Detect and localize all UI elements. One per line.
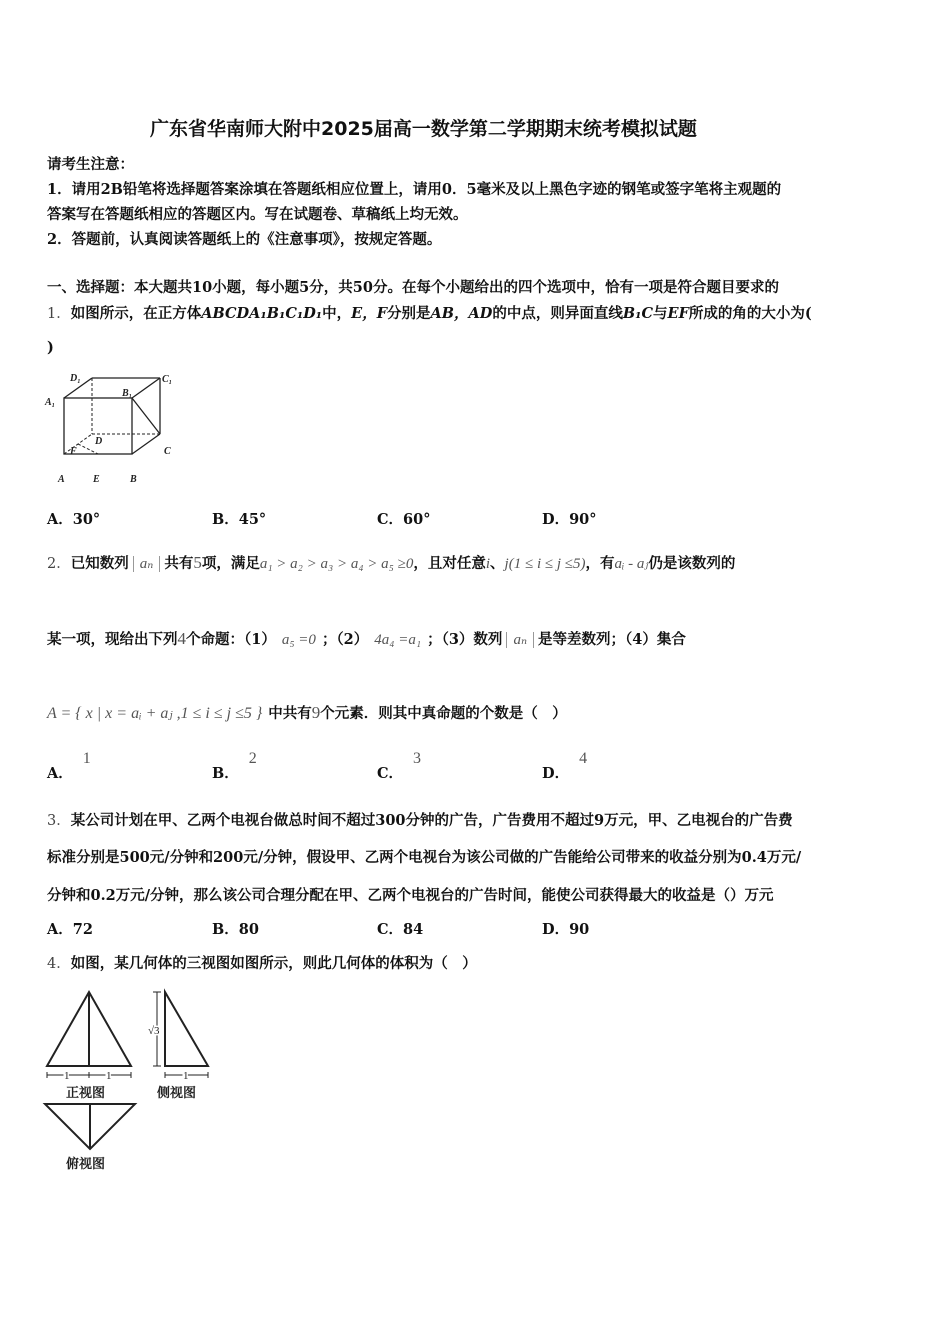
question-2-line-2 — [47, 628, 686, 649]
q2-nine: 9 — [311, 703, 321, 722]
page-title: 广东省华南师大附中2025届高一数学第二学期期末统考模拟试题 — [150, 118, 697, 140]
q2-option-d-label: D． — [542, 765, 570, 782]
q2-j: j(1 ≤ i ≤ j ≤5) — [504, 556, 586, 572]
q2-diff: aᵢ - aⱼ — [614, 556, 649, 572]
q1-close-paren: ) — [47, 339, 54, 356]
q2-four: 4 — [177, 629, 186, 648]
q2-option-b-label: B． — [212, 765, 239, 782]
q1-text-b: 中， — [322, 305, 352, 322]
q1-ef2: EF — [667, 305, 689, 322]
q1-option-b[interactable]: B．45° — [212, 511, 267, 528]
q2-option-c[interactable] — [377, 750, 421, 783]
label-a1: A₁ — [45, 397, 56, 408]
q2-option-a-value: 1 — [82, 750, 91, 767]
q2-t3: 项，满足 — [201, 555, 260, 572]
question-number: 1． — [47, 306, 71, 322]
question-4-stem — [47, 952, 477, 973]
q3-option-b[interactable]: B．80 — [212, 921, 259, 938]
notice-heading: 请考生注意： — [47, 156, 134, 173]
q2-option-c-value: 3 — [413, 750, 422, 767]
top-view-label: 俯视图 — [66, 1157, 106, 1172]
q4-text: 如图，某几何体的三视图如图所示，则此几何体的体积为（ ） — [70, 955, 477, 972]
question-2-line-3 — [47, 702, 567, 723]
q2-option-d-value: 4 — [579, 750, 588, 767]
dim-side-bottom: 1 — [183, 1070, 189, 1082]
q2-seq: aₙ — [133, 556, 161, 572]
q2-t5: 、 — [490, 555, 505, 572]
q1-text-a: 如图所示，在正方体 — [70, 305, 202, 322]
label-b: B — [130, 474, 137, 485]
q2-t2: 共有 — [164, 555, 194, 572]
q2-option-b-value: 2 — [248, 750, 257, 767]
front-view-label: 正视图 — [66, 1086, 106, 1101]
label-b1: B₁ — [122, 388, 133, 399]
q2-condition: a₁ > a₂ > a₃ > a₄ > a₅ ≥0 — [259, 556, 414, 572]
q1-text-c: 分别是 — [387, 305, 431, 322]
q3-option-d[interactable]: D．90 — [542, 921, 590, 938]
side-view-label: 侧视图 — [157, 1086, 197, 1101]
q1-abad: AB，AD — [430, 305, 493, 322]
label-e: E — [93, 474, 100, 485]
q1-text-e: 与 — [653, 305, 668, 322]
q3-option-a[interactable]: A．72 — [47, 921, 93, 938]
q2-l2e: 是等差数列；（4）集合 — [538, 631, 686, 648]
question-number: 2． — [47, 556, 71, 572]
label-d: D — [95, 436, 103, 447]
question-3-line-1 — [47, 809, 793, 830]
question-2-line-1 — [47, 552, 735, 573]
q2-set-a: A = { x | x = aᵢ + aⱼ ,1 ≤ i ≤ j ≤5 } — [47, 705, 263, 722]
q2-l2b: 个命题：（1） — [186, 631, 276, 648]
q2-option-c-label: C． — [377, 765, 404, 782]
label-d1: D₁ — [70, 373, 81, 384]
label-a: A — [58, 474, 65, 485]
dim-side-height: √3 — [148, 1025, 160, 1037]
notice-line-1a: 1．请用2B铅笔将选择题答案涂填在答题纸相应位置上，请用0．5毫米及以上黑色字迹的钢笔或签字笔将主观题的 — [47, 181, 782, 198]
q1-option-c[interactable]: C．60° — [377, 511, 431, 528]
dim-front-left: 1 — [64, 1070, 70, 1082]
q2-t4: ，且对任意 — [413, 555, 486, 572]
label-c: C — [164, 446, 171, 457]
question-1-stem — [47, 302, 812, 323]
q2-i: i — [485, 556, 491, 572]
q2-option-a-label: A． — [47, 765, 73, 782]
notice-line-2: 2．答题前，认真阅读答题纸上的《注意事项》，按规定答题。 — [47, 231, 442, 248]
q2-l3b: 个元素．则其中真命题的个数是（ ） — [320, 705, 567, 722]
q2-l2d: ；（3）数列 — [427, 631, 503, 648]
q2-option-a[interactable] — [47, 750, 91, 783]
q2-t7: 仍是该数列的 — [648, 555, 736, 572]
question-number: 4． — [47, 956, 71, 972]
q2-seq-2: aₙ — [506, 632, 534, 648]
question-3-line-2: 标准分别是500元/分钟和200元/分钟，假设甲、乙两个电视台为该公司做的广告能给公司带来的收益分别为0.4万元/ — [47, 849, 802, 866]
three-view-figure — [40, 986, 220, 1178]
q1-option-d[interactable]: D．90° — [542, 511, 597, 528]
q2-t1: 已知数列 — [70, 555, 129, 572]
q1-cube-name: ABCDA₁B₁C₁D₁ — [201, 305, 323, 322]
q2-t6: ，有 — [585, 555, 615, 572]
q3-option-c[interactable]: C．84 — [377, 921, 424, 938]
section-heading: 一、选择题：本大题共10小题，每小题5分，共50分。在每个小题给出的四个选项中，恰有一项是符合题目要求的 — [47, 279, 779, 296]
label-c1: C₁ — [162, 374, 173, 385]
cube-figure — [40, 368, 190, 490]
q2-five: 5 — [193, 553, 202, 572]
q1-text-f: 所成的角的大小为( — [688, 305, 812, 322]
q3-l1: 某公司计划在甲、乙两个电视台做总时间不超过300分钟的广告，广告费用不超过9万元，甲、乙电视台的广告费 — [70, 812, 793, 829]
q2-prop-1: a₅ =0 — [281, 632, 316, 648]
q1-ef: E，F — [351, 305, 388, 322]
q2-option-d[interactable] — [542, 750, 587, 783]
q2-prop-2: 4a₄ =a₁ — [374, 632, 422, 648]
q1-b1c: B₁C — [622, 305, 654, 322]
q2-l3a: 中共有 — [268, 705, 312, 722]
label-f: F — [70, 446, 77, 457]
q2-option-b[interactable] — [212, 750, 257, 783]
q1-option-a[interactable]: A．30° — [47, 511, 101, 528]
q2-l2c: ；（2） — [321, 631, 369, 648]
question-number: 3． — [47, 813, 71, 829]
q1-text-d: 的中点，则异面直线 — [492, 305, 623, 322]
dim-front-right: 1 — [106, 1070, 112, 1082]
question-3-line-3: 分钟和0.2万元/分钟，那么该公司合理分配在甲、乙两个电视台的广告时间，能使公司获得最大的收益是（）万元 — [47, 887, 774, 904]
q2-l2a: 某一项，现给出下列 — [47, 631, 178, 648]
notice-line-1b: 答案写在答题纸相应的答题区内。写在试题卷、草稿纸上均无效。 — [47, 206, 468, 223]
